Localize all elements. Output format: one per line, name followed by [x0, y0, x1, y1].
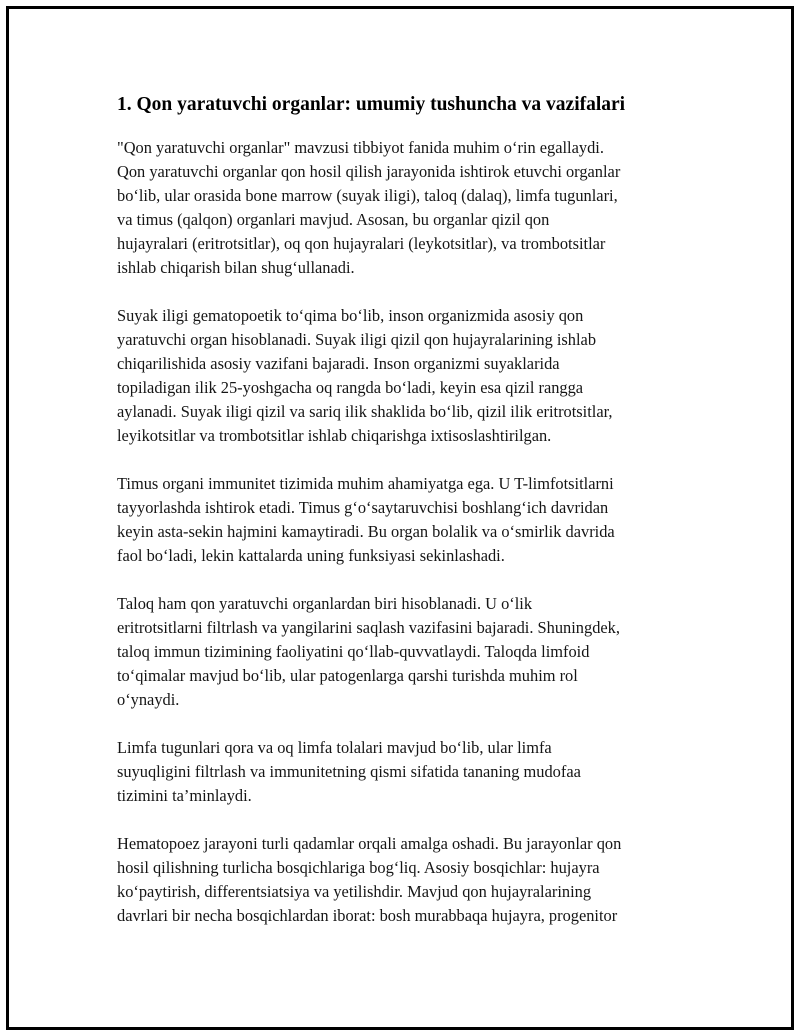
text-line: Suyak iligi gematopoetik to‘qima bo‘lib, inson organizmida asosiy qon	[117, 306, 584, 325]
paragraph-intro	[117, 136, 687, 280]
text-line: Timus organi immunitet tizimida muhim ahamiyatga ega. U T-limfotsitlarni	[117, 474, 614, 493]
text-line: tayyorlashda ishtirok etadi. Timus g‘o‘saytaruvchisi boshlang‘ich davridan	[117, 498, 609, 517]
text-line: davrlari bir necha bosqichlardan iborat: bosh murabbaqa hujayra, progenitor	[117, 906, 618, 925]
text-line: faol bo‘ladi, lekin kattalarda uning funksiyasi sekinlashadi.	[117, 546, 505, 565]
text-line: topiladigan ilik 25-yoshgacha oq rangda bo‘ladi, keyin esa qizil rangga	[117, 378, 584, 397]
text-line: "Qon yaratuvchi organlar" mavzusi tibbiyot fanida muhim o‘rin egallaydi.	[117, 138, 604, 157]
text-line: o‘ynaydi.	[117, 690, 180, 709]
text-line: Taloq ham qon yaratuvchi organlardan biri hisoblanadi. U o‘lik	[117, 594, 533, 613]
text-line: aylanadi. Suyak iligi qizil va sariq ilik shaklida bo‘lib, qizil ilik eritrotsitlar,	[117, 402, 613, 421]
text-line: ishlab chiqarish bilan shug‘ullanadi.	[117, 258, 355, 277]
section-heading: 1. Qon yaratuvchi organlar: umumiy tushuncha va vazifalari	[117, 94, 626, 115]
text-line: leyikotsitlar va trombotsitlar ishlab chiqarishga ixtisoslashtirilgan.	[117, 426, 552, 445]
text-line: chiqarilishida asosiy vazifani bajaradi. Inson organizmi suyaklarida	[117, 354, 560, 373]
text-line: hujayralari (eritrotsitlar), oq qon hujayralari (leykotsitlar), va trombotsitlar	[117, 234, 606, 253]
text-line: Hematopoez jarayoni turli qadamlar orqali amalga oshadi. Bu jarayonlar qon	[117, 834, 622, 853]
text-line: suyuqligini filtrlash va immunitetning qismi sifatida tananing mudofaa	[117, 762, 581, 781]
paragraph-lymph-nodes	[117, 736, 687, 808]
paragraph-spleen	[117, 592, 687, 712]
text-line: tizimini ta’minlaydi.	[117, 786, 252, 805]
paragraph-thymus	[117, 472, 687, 568]
text-line: yaratuvchi organ hisoblanadi. Suyak iligi qizil qon hujayralarining ishlab	[117, 330, 597, 349]
text-line: taloq immun tizimining faoliyatini qo‘llab-quvvatlaydi. Taloqda limfoid	[117, 642, 590, 661]
text-line: to‘qimalar mavjud bo‘lib, ular patogenlarga qarshi turishda muhim rol	[117, 666, 578, 685]
paragraph-bone-marrow	[117, 304, 687, 448]
text-line: va timus (qalqon) organlari mavjud. Asosan, bu organlar qizil qon	[117, 210, 550, 229]
text-line: keyin asta-sekin hajmini kamaytiradi. Bu organ bolalik va o‘smirlik davrida	[117, 522, 615, 541]
paragraph-hematopoiesis	[117, 832, 687, 928]
text-line: Qon yaratuvchi organlar qon hosil qilish jarayonida ishtirok etuvchi organlar	[117, 162, 621, 181]
document-body	[117, 90, 687, 952]
text-line: eritrotsitlarni filtrlash va yangilarini saqlash vazifasini bajaradi. Shuningdek,	[117, 618, 620, 637]
text-line: ko‘paytirish, differentsiatsiya va yetilishdir. Mavjud qon hujayralarining	[117, 882, 592, 901]
text-line: Limfa tugunlari qora va oq limfa tolalari mavjud bo‘lib, ular limfa	[117, 738, 552, 757]
text-line: hosil qilishning turlicha bosqichlariga bog‘liq. Asosiy bosqichlar: hujayra	[117, 858, 600, 877]
text-line: bo‘lib, ular orasida bone marrow (suyak iligi), taloq (dalaq), limfa tugunlari,	[117, 186, 618, 205]
